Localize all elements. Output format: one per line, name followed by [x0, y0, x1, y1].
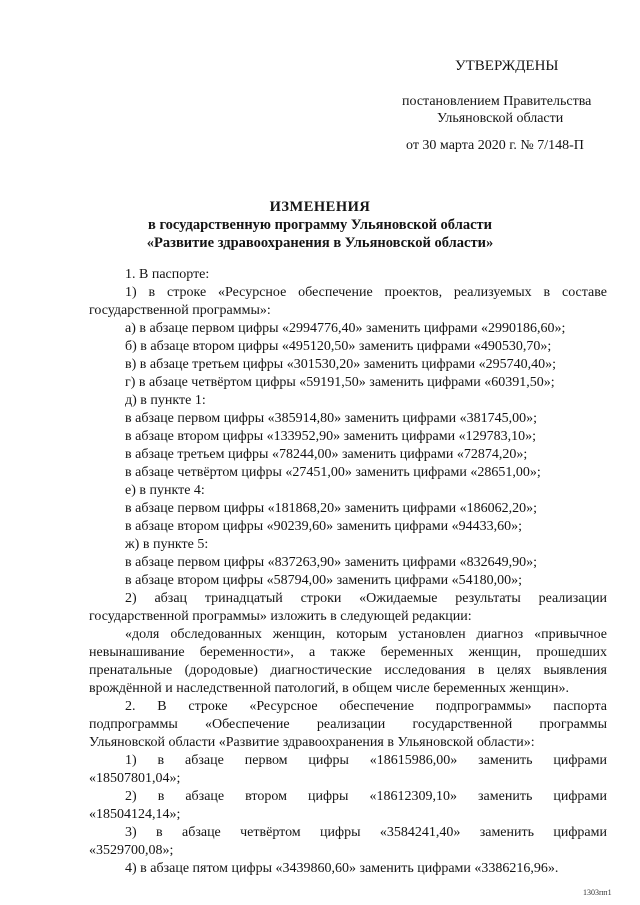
- body-line: «3529700,08»;: [89, 843, 174, 858]
- body-line: невынашивание беременности», а также беременных женщин, прошедших: [89, 645, 607, 660]
- document-subtitle-line-1: в государственную программу Ульяновской области: [147, 217, 492, 233]
- body-line: подпрограммы «Обеспечение реализации государственной программы: [89, 717, 607, 732]
- body-line: 4) в абзаце пятом цифры «3439860,60» заменить цифрами «3386216,96».: [125, 861, 559, 876]
- body-line: в абзаце втором цифры «58794,00» заменить цифрами «54180,00»;: [125, 573, 522, 588]
- body-line: в абзаце первом цифры «385914,80» заменить цифрами «381745,00»;: [125, 411, 537, 426]
- body-line: д) в пункте 1:: [125, 393, 206, 408]
- body-line: а) в абзаце первом цифры «2994776,40» заменить цифрами «2990186,60»;: [125, 321, 566, 336]
- body-line: г) в абзаце четвёртом цифры «59191,50» заменить цифрами «60391,50»;: [125, 375, 555, 390]
- body-line: «доля обследованных женщин, которым установлен диагноз «привычное: [125, 627, 607, 642]
- body-line: 1. В паспорте:: [125, 267, 210, 282]
- body-line: 1) в строке «Ресурсное обеспечение проектов, реализуемых в составе: [125, 285, 607, 300]
- approved-heading: УТВЕРЖДЕНЫ: [455, 58, 559, 74]
- body-line: е) в пункте 4:: [125, 483, 205, 498]
- decree-line-1: постановлением Правительства: [402, 94, 592, 109]
- body-line: в абзаце первом цифры «181868,20» заменить цифрами «186062,20»;: [125, 501, 537, 516]
- body-line: в абзаце втором цифры «133952,90» заменить цифрами «129783,10»;: [125, 429, 536, 444]
- body-line: Ульяновской области «Развитие здравоохранения в Ульяновской области»:: [89, 735, 535, 750]
- body-line: в абзаце первом цифры «837263,90» заменить цифрами «832649,90»;: [125, 555, 537, 570]
- body-line: б) в абзаце втором цифры «495120,50» заменить цифрами «490530,70»;: [125, 339, 552, 354]
- body-line: государственной программы» изложить в следующей редакции:: [89, 609, 472, 624]
- body-line: 3) в абзаце четвёртом цифры «3584241,40» заменить цифрами: [125, 825, 607, 840]
- body-line: «18507801,04»;: [89, 771, 181, 786]
- body-line: в абзаце третьем цифры «78244,00» заменить цифрами «72874,20»;: [125, 447, 528, 462]
- body-line: «18504124,14»;: [89, 807, 181, 822]
- body-line: в абзаце четвёртом цифры «27451,00» заменить цифрами «28651,00»;: [125, 465, 541, 480]
- document-subtitle-line-2: «Развитие здравоохранения в Ульяновской области»: [146, 235, 494, 251]
- footer-code: 1303пп1: [583, 888, 612, 897]
- body-line: в) в абзаце третьем цифры «301530,20» заменить цифрами «295740,40»;: [125, 357, 557, 372]
- body-line: ж) в пункте 5:: [125, 537, 209, 552]
- document-title: ИЗМЕНЕНИЯ: [269, 199, 371, 215]
- body-line: пренатальные (дородовые) диагностические исследования в целях выявления: [89, 663, 607, 678]
- body-line: в абзаце втором цифры «90239,60» заменить цифрами «94433,60»;: [125, 519, 522, 534]
- body-line: врождённой и наследственной патологий, в общем числе беременных женщин».: [89, 681, 569, 696]
- decree-date-number: от 30 марта 2020 г. № 7/148-П: [406, 138, 584, 153]
- decree-line-2: Ульяновской области: [437, 111, 564, 126]
- body-line: 2) в абзаце втором цифры «18612309,10» заменить цифрами: [125, 789, 607, 804]
- body-line: 1) в абзаце первом цифры «18615986,00» заменить цифрами: [125, 753, 607, 768]
- body-line: 2. В строке «Ресурсное обеспечение подпрограммы» паспорта: [125, 699, 607, 714]
- body-line: государственной программы»:: [89, 303, 271, 318]
- body-line: 2) абзац тринадцатый строки «Ожидаемые результаты реализации: [125, 591, 607, 606]
